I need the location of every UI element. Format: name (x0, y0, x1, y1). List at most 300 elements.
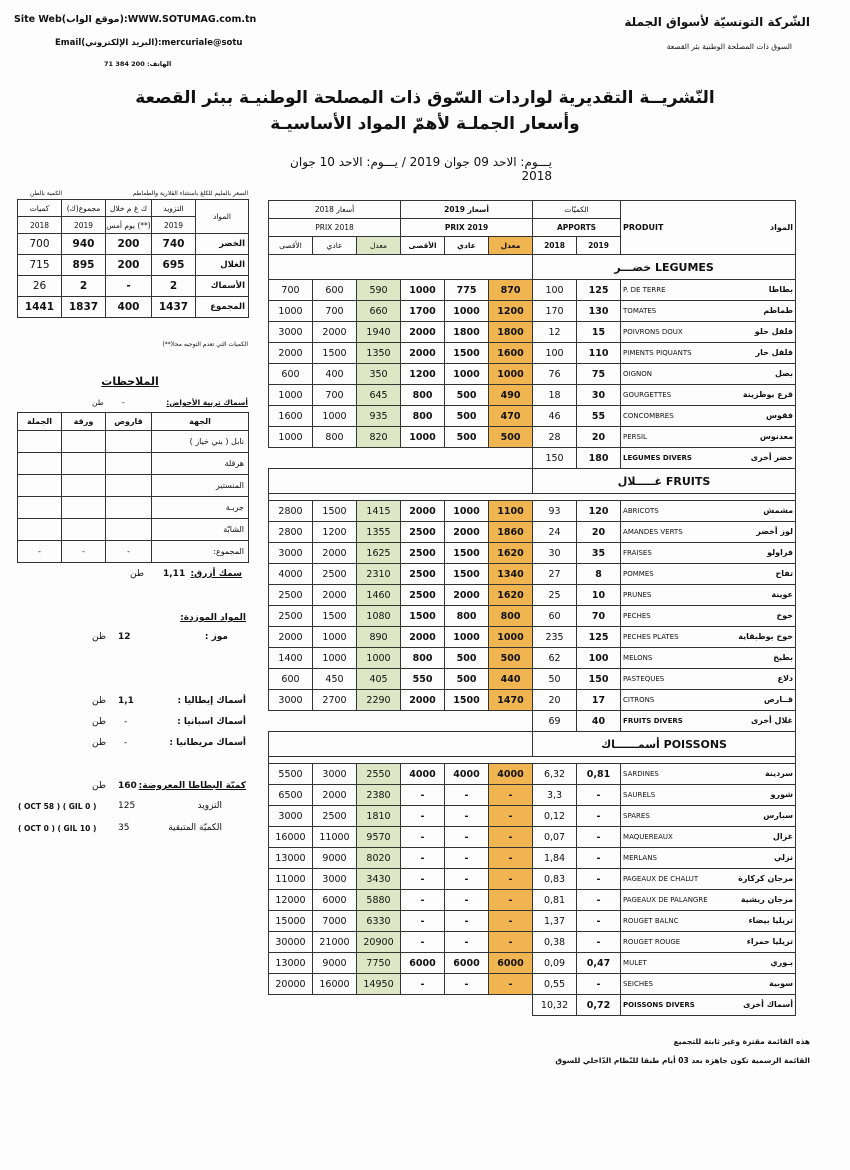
product-name-fr: SPARES (623, 812, 650, 820)
product-cell (621, 501, 796, 522)
product-name-ar: فراولو (767, 548, 794, 557)
section-header (269, 732, 796, 757)
table-cell: 70 (577, 606, 621, 627)
table-cell: 2800 (269, 501, 313, 522)
notes-table (17, 412, 249, 563)
table-row (269, 322, 796, 343)
section-header (269, 469, 796, 494)
table-cell: 1500 (445, 690, 489, 711)
table-cell: - (577, 932, 621, 953)
table-cell: 4000 (401, 764, 445, 785)
product-name-fr: P. DE TERRE (623, 286, 666, 294)
table-row (269, 364, 796, 385)
product-name-ar: مشمش (763, 506, 794, 515)
summary-price-caption: السعر بالمليم للكلغ باستثناء القلارية والطماطم (132, 190, 248, 197)
table-cell: 800 (401, 648, 445, 669)
product-name-fr: AMANDES VERTS (623, 528, 683, 536)
product-name-fr: CONCOMBRES (623, 412, 674, 420)
table-cell: 14950 (357, 974, 401, 995)
table-cell: 62 (533, 648, 577, 669)
table-row (269, 869, 796, 890)
table-cell: 10,32 (533, 995, 577, 1016)
supply-label: التزويد (197, 801, 222, 811)
summary-row (18, 255, 249, 276)
product-name-fr: PASTEQUES (623, 675, 665, 683)
table-cell: 0,07 (533, 827, 577, 848)
product-cell (621, 427, 796, 448)
table-cell: 5500 (269, 764, 313, 785)
summary-row (18, 276, 249, 297)
table-cell: 1500 (445, 564, 489, 585)
table-cell: - (401, 785, 445, 806)
table-row (269, 911, 796, 932)
table-cell: 800 (401, 406, 445, 427)
product-name-ar: سردينة (764, 769, 794, 778)
table-cell: 3000 (269, 543, 313, 564)
product-name-ar: طماطم (763, 306, 794, 315)
table-cell: 2000 (401, 690, 445, 711)
product-cell (621, 585, 796, 606)
summary-header: المواد (196, 200, 249, 234)
product-name-ar: خضر أخرى (750, 453, 794, 462)
table-cell: 2000 (445, 522, 489, 543)
phone: الهاتف: 200 384 71 (104, 60, 172, 68)
notes-region: الشابّة (152, 519, 249, 541)
banana-label: موز : (204, 632, 228, 642)
summary-subheader: 2018 (18, 217, 62, 234)
table-cell: 1500 (313, 343, 357, 364)
table-cell: 1500 (401, 606, 445, 627)
product-cell (621, 848, 796, 869)
table-cell: 12000 (269, 890, 313, 911)
table-cell: 1625 (357, 543, 401, 564)
table-row (269, 427, 796, 448)
table-cell: 1415 (357, 501, 401, 522)
table-cell: 55 (577, 406, 621, 427)
blank-cell (269, 711, 533, 732)
table-cell: 75 (577, 364, 621, 385)
product-name-ar: فقوس (765, 411, 794, 420)
footer-note-1: هذه القائمة مقترة وغير ثابتة للتجميع (673, 1037, 810, 1046)
table-cell: 700 (313, 385, 357, 406)
table-cell: 1100 (489, 501, 533, 522)
potato-value: 160 (118, 781, 137, 791)
summary-cell: 895 (62, 255, 106, 276)
footer-note-2: القائمة الرسمية تكون جاهزة بعد 03 أيام طبقا للنّظام الدّاخلي للسوق (555, 1056, 810, 1065)
table-cell: 3000 (269, 322, 313, 343)
table-cell: 25 (533, 585, 577, 606)
table-cell: - (445, 932, 489, 953)
table-cell: 890 (357, 627, 401, 648)
table-cell: 490 (489, 385, 533, 406)
table-cell: 700 (313, 301, 357, 322)
summary-subheader: يوم أمس (**) (106, 217, 152, 234)
table-cell: - (577, 848, 621, 869)
table-cell: 1000 (489, 627, 533, 648)
table-cell: 1500 (445, 343, 489, 364)
table-cell: - (401, 806, 445, 827)
table-cell: 1700 (401, 301, 445, 322)
table-cell: 11000 (269, 869, 313, 890)
table-cell: 0,81 (533, 890, 577, 911)
table-cell: 1000 (269, 385, 313, 406)
summary-label: الخضر (196, 234, 249, 255)
table-cell: 17 (577, 690, 621, 711)
table-cell: 600 (269, 669, 313, 690)
table-cell: 76 (533, 364, 577, 385)
table-cell: 15 (577, 322, 621, 343)
table-cell: 3000 (269, 806, 313, 827)
table-cell: 1200 (401, 364, 445, 385)
table-cell: 1000 (269, 427, 313, 448)
table-cell: 1500 (445, 543, 489, 564)
table-cell: 1940 (357, 322, 401, 343)
product-name-fr: POIVRONS DOUX (623, 328, 683, 336)
product-name-fr: MERLANS (623, 854, 657, 862)
table-cell: - (489, 869, 533, 890)
summary-table (17, 199, 249, 318)
table-cell: 100 (577, 648, 621, 669)
header-product-ar: المواد (770, 223, 794, 232)
product-cell (621, 564, 796, 585)
summary-row (18, 297, 249, 318)
fish-farming-unit: طن (92, 398, 104, 407)
section-blank (269, 732, 533, 757)
table-cell: 3430 (357, 869, 401, 890)
product-name-fr: PAGEAUX DE CHALUT (623, 875, 699, 883)
table-cell: 2000 (313, 785, 357, 806)
company-subtitle: السوق ذات المصلحة الوطنية بئر القصعة (666, 42, 792, 51)
table-cell: 500 (445, 385, 489, 406)
summary-footnote: الكميات التي تعدم التوجيه محا(**) (162, 341, 248, 348)
product-name-ar: بطاطا (768, 285, 794, 294)
table-cell: - (445, 974, 489, 995)
summary-cell: 400 (106, 297, 152, 318)
table-cell: 150 (533, 448, 577, 469)
product-name-fr: PECHES PLATES (623, 633, 679, 641)
table-cell: 0,38 (533, 932, 577, 953)
product-cell (621, 806, 796, 827)
table-row (269, 343, 796, 364)
table-cell: 4000 (269, 564, 313, 585)
product-name-fr: SEICHES (623, 980, 653, 988)
italy-label: أسماك إيطاليا : (177, 696, 246, 706)
remaining-detail: ( OCT 0 ) ( GIL 10 ) (18, 824, 97, 833)
notes-total-cell: - (18, 541, 62, 563)
product-name-fr: ABRICOTS (623, 507, 659, 515)
table-cell: 405 (357, 669, 401, 690)
table-cell: 93 (533, 501, 577, 522)
product-name-fr: PIMENTS PIQUANTS (623, 349, 692, 357)
product-name-fr: PAGEAUX DE PALANGRE (623, 896, 708, 904)
table-row (269, 385, 796, 406)
table-cell: - (401, 827, 445, 848)
table-cell: - (445, 827, 489, 848)
product-name-ar: بصل (775, 369, 794, 378)
table-cell: 46 (533, 406, 577, 427)
table-row (269, 564, 796, 585)
table-cell: 800 (401, 385, 445, 406)
table-cell: 235 (533, 627, 577, 648)
summary-cell: 715 (18, 255, 62, 276)
section-title: LEGUMES خضـــر (533, 255, 796, 280)
summary-header: ك غ م خلال (106, 200, 152, 217)
table-cell: 2000 (401, 322, 445, 343)
product-name-ar: شورو (770, 790, 794, 799)
table-cell: 440 (489, 669, 533, 690)
product-name-fr: ROUGET BALNC (623, 917, 679, 925)
table-cell: 2310 (357, 564, 401, 585)
table-cell: - (489, 974, 533, 995)
table-cell: 2700 (313, 690, 357, 711)
table-cell: 7000 (313, 911, 357, 932)
table-cell: 800 (445, 606, 489, 627)
table-cell: 500 (489, 648, 533, 669)
table-row (269, 764, 796, 785)
table-cell: 20900 (357, 932, 401, 953)
table-cell: 40 (577, 711, 621, 732)
product-cell (621, 543, 796, 564)
header-year: 2018 (533, 237, 577, 255)
table-row (269, 785, 796, 806)
table-cell: 125 (577, 627, 621, 648)
table-cell: - (401, 932, 445, 953)
table-row (269, 543, 796, 564)
table-cell: 8020 (357, 848, 401, 869)
product-name-ar: سبارس (763, 811, 794, 820)
product-cell (621, 690, 796, 711)
product-name-fr: ROUGET ROUGE (623, 938, 681, 946)
italy-value: 1,1 (118, 696, 134, 706)
table-cell: 550 (401, 669, 445, 690)
header-prices-2019: أسعار 2019 (401, 201, 533, 219)
page-title: النّشريــة التقديرية لواردات السّوق ذات المصلحة الوطنيـة ببئر القصعة (135, 88, 715, 108)
header-apports: APPORTS (533, 219, 621, 237)
table-row (269, 501, 796, 522)
table-cell: 590 (357, 280, 401, 301)
table-row (269, 932, 796, 953)
table-cell: 7750 (357, 953, 401, 974)
table-cell: 2380 (357, 785, 401, 806)
table-cell: 1810 (357, 806, 401, 827)
table-cell: - (489, 932, 533, 953)
header-avg: معدل (489, 237, 533, 255)
table-cell: 6000 (489, 953, 533, 974)
header-product-fr: PRODUIT (623, 223, 664, 232)
summary-cell: - (106, 276, 152, 297)
product-name-fr: MELONS (623, 654, 653, 662)
table-cell: 1000 (445, 301, 489, 322)
product-name-fr: PRUNES (623, 591, 652, 599)
notes-header: الجملة (18, 413, 62, 431)
product-name-fr: PERSIL (623, 433, 647, 441)
summary-header: التزويد (152, 200, 196, 217)
table-cell: 1460 (357, 585, 401, 606)
table-cell: 6000 (445, 953, 489, 974)
table-cell: 69 (533, 711, 577, 732)
spacer-cell (269, 757, 796, 764)
table-cell: 2000 (313, 543, 357, 564)
summary-cell: 940 (62, 234, 106, 255)
section-spacer (269, 494, 796, 501)
table-cell: 0,81 (577, 764, 621, 785)
italy-unit: طن (92, 696, 107, 706)
table-cell: 1000 (445, 364, 489, 385)
table-cell: - (577, 827, 621, 848)
notes-region: جربـة (152, 497, 249, 519)
table-cell: 645 (357, 385, 401, 406)
table-cell: 50 (533, 669, 577, 690)
summary-label: الغلال (196, 255, 249, 276)
product-name-fr: FRUITS DIVERS (623, 717, 683, 725)
mauritania-label: أسماك مريطانيا : (169, 738, 246, 748)
potato-label: كميّة البطاطا المعروضة: (138, 781, 246, 791)
table-cell: 1620 (489, 543, 533, 564)
product-name-ar: غلال أخرى (750, 716, 794, 725)
table-cell: 11000 (313, 827, 357, 848)
table-cell: 0,83 (533, 869, 577, 890)
table-row (269, 848, 796, 869)
table-row (269, 890, 796, 911)
table-cell: 20 (577, 427, 621, 448)
product-name-ar: فلفل حار (755, 348, 794, 357)
table-cell: 1200 (313, 522, 357, 543)
product-name-fr: GOURGETTES (623, 391, 672, 399)
table-cell: 1340 (489, 564, 533, 585)
potato-unit: طن (92, 781, 107, 791)
table-cell: 1080 (357, 606, 401, 627)
summary-cell: 200 (106, 255, 152, 276)
fish-farming-label: أسماك تربية الأحواض: (166, 398, 248, 407)
table-cell: 35 (577, 543, 621, 564)
spain-value: - (124, 717, 128, 727)
table-row (269, 585, 796, 606)
section-blank (269, 255, 533, 280)
table-cell: - (489, 848, 533, 869)
product-name-ar: مرجان كركارة (738, 874, 794, 883)
table-cell: 30 (577, 385, 621, 406)
spain-label: أسماك اسبانيا : (177, 717, 246, 727)
table-cell: - (445, 911, 489, 932)
table-cell: 2500 (401, 585, 445, 606)
table-cell: 3000 (313, 764, 357, 785)
remaining-value: 35 (118, 823, 130, 833)
table-row (269, 690, 796, 711)
table-cell: 935 (357, 406, 401, 427)
table-cell: 120 (577, 501, 621, 522)
table-cell: 500 (445, 427, 489, 448)
table-cell: 30000 (269, 932, 313, 953)
email: Email(البريد الإلكتروني):mercuriale@sotu (55, 38, 243, 48)
table-cell: 2500 (269, 606, 313, 627)
notes-header: قاروص (106, 413, 152, 431)
product-name-fr: CITRONS (623, 696, 655, 704)
header-normal: عادي (313, 237, 357, 255)
section-spacer (269, 757, 796, 764)
table-cell: 400 (313, 364, 357, 385)
table-cell: 8 (577, 564, 621, 585)
summary-unit-caption: الكمية بالطن (30, 190, 63, 197)
table-cell: 600 (313, 280, 357, 301)
summary-row (18, 234, 249, 255)
table-cell: 1800 (489, 322, 533, 343)
product-name-fr: OIGNON (623, 370, 653, 378)
product-cell (621, 785, 796, 806)
spacer-cell (269, 494, 796, 501)
table-cell: 1355 (357, 522, 401, 543)
table-cell: 3,3 (533, 785, 577, 806)
section-header (269, 255, 796, 280)
table-cell: 1000 (489, 364, 533, 385)
table-cell: 3000 (269, 690, 313, 711)
date-line: يـــوم: الاحد 09 جوان 2019 / يـــوم: الاحد 10 جوان 2018 (290, 155, 552, 183)
table-cell: 500 (445, 669, 489, 690)
header-prices-2018: أسعار 2018 (269, 201, 401, 219)
product-cell (621, 301, 796, 322)
product-cell (621, 522, 796, 543)
blue-fish-label: سمك أزرق: (190, 569, 242, 579)
table-cell: - (401, 848, 445, 869)
main-price-table (268, 200, 796, 1016)
product-name-ar: تريليا حمراء (746, 937, 794, 946)
table-cell: 500 (445, 648, 489, 669)
product-cell (621, 953, 796, 974)
table-row (269, 827, 796, 848)
product-cell (621, 932, 796, 953)
table-cell: 500 (489, 427, 533, 448)
table-cell: 6000 (313, 890, 357, 911)
table-cell: 1,37 (533, 911, 577, 932)
summary-cell: 740 (152, 234, 196, 255)
header-quantities: الكميّات (533, 201, 621, 219)
notes-header: الجهة (152, 413, 249, 431)
table-cell: - (401, 869, 445, 890)
table-cell: 15000 (269, 911, 313, 932)
table-cell: 6330 (357, 911, 401, 932)
product-name-fr: MAQUEREAUX (623, 833, 673, 841)
spain-unit: طن (92, 717, 107, 727)
table-cell: 2800 (269, 522, 313, 543)
table-cell: 20 (533, 690, 577, 711)
table-cell: 0,12 (533, 806, 577, 827)
table-cell: - (489, 785, 533, 806)
table-row (269, 974, 796, 995)
table-cell: 10 (577, 585, 621, 606)
table-cell: 450 (313, 669, 357, 690)
table-cell: 800 (313, 427, 357, 448)
table-cell: 1000 (313, 627, 357, 648)
product-name-ar: نزلي (773, 853, 794, 862)
table-cell: 0,09 (533, 953, 577, 974)
table-row (269, 280, 796, 301)
table-row (269, 669, 796, 690)
table-cell: 16000 (269, 827, 313, 848)
table-cell: 20 (577, 522, 621, 543)
table-cell: - (489, 890, 533, 911)
table-cell: 700 (269, 280, 313, 301)
product-cell (621, 322, 796, 343)
remaining-label: الكميّة المتبقية (168, 823, 222, 833)
table-cell: - (401, 911, 445, 932)
table-cell: 27 (533, 564, 577, 585)
table-cell: 2000 (401, 501, 445, 522)
product-name-ar: سوبية (769, 979, 794, 988)
table-cell: - (445, 785, 489, 806)
product-cell (621, 995, 796, 1016)
table-cell: 170 (533, 301, 577, 322)
fish-farming-value: - (122, 398, 125, 407)
table-cell: 60 (533, 606, 577, 627)
